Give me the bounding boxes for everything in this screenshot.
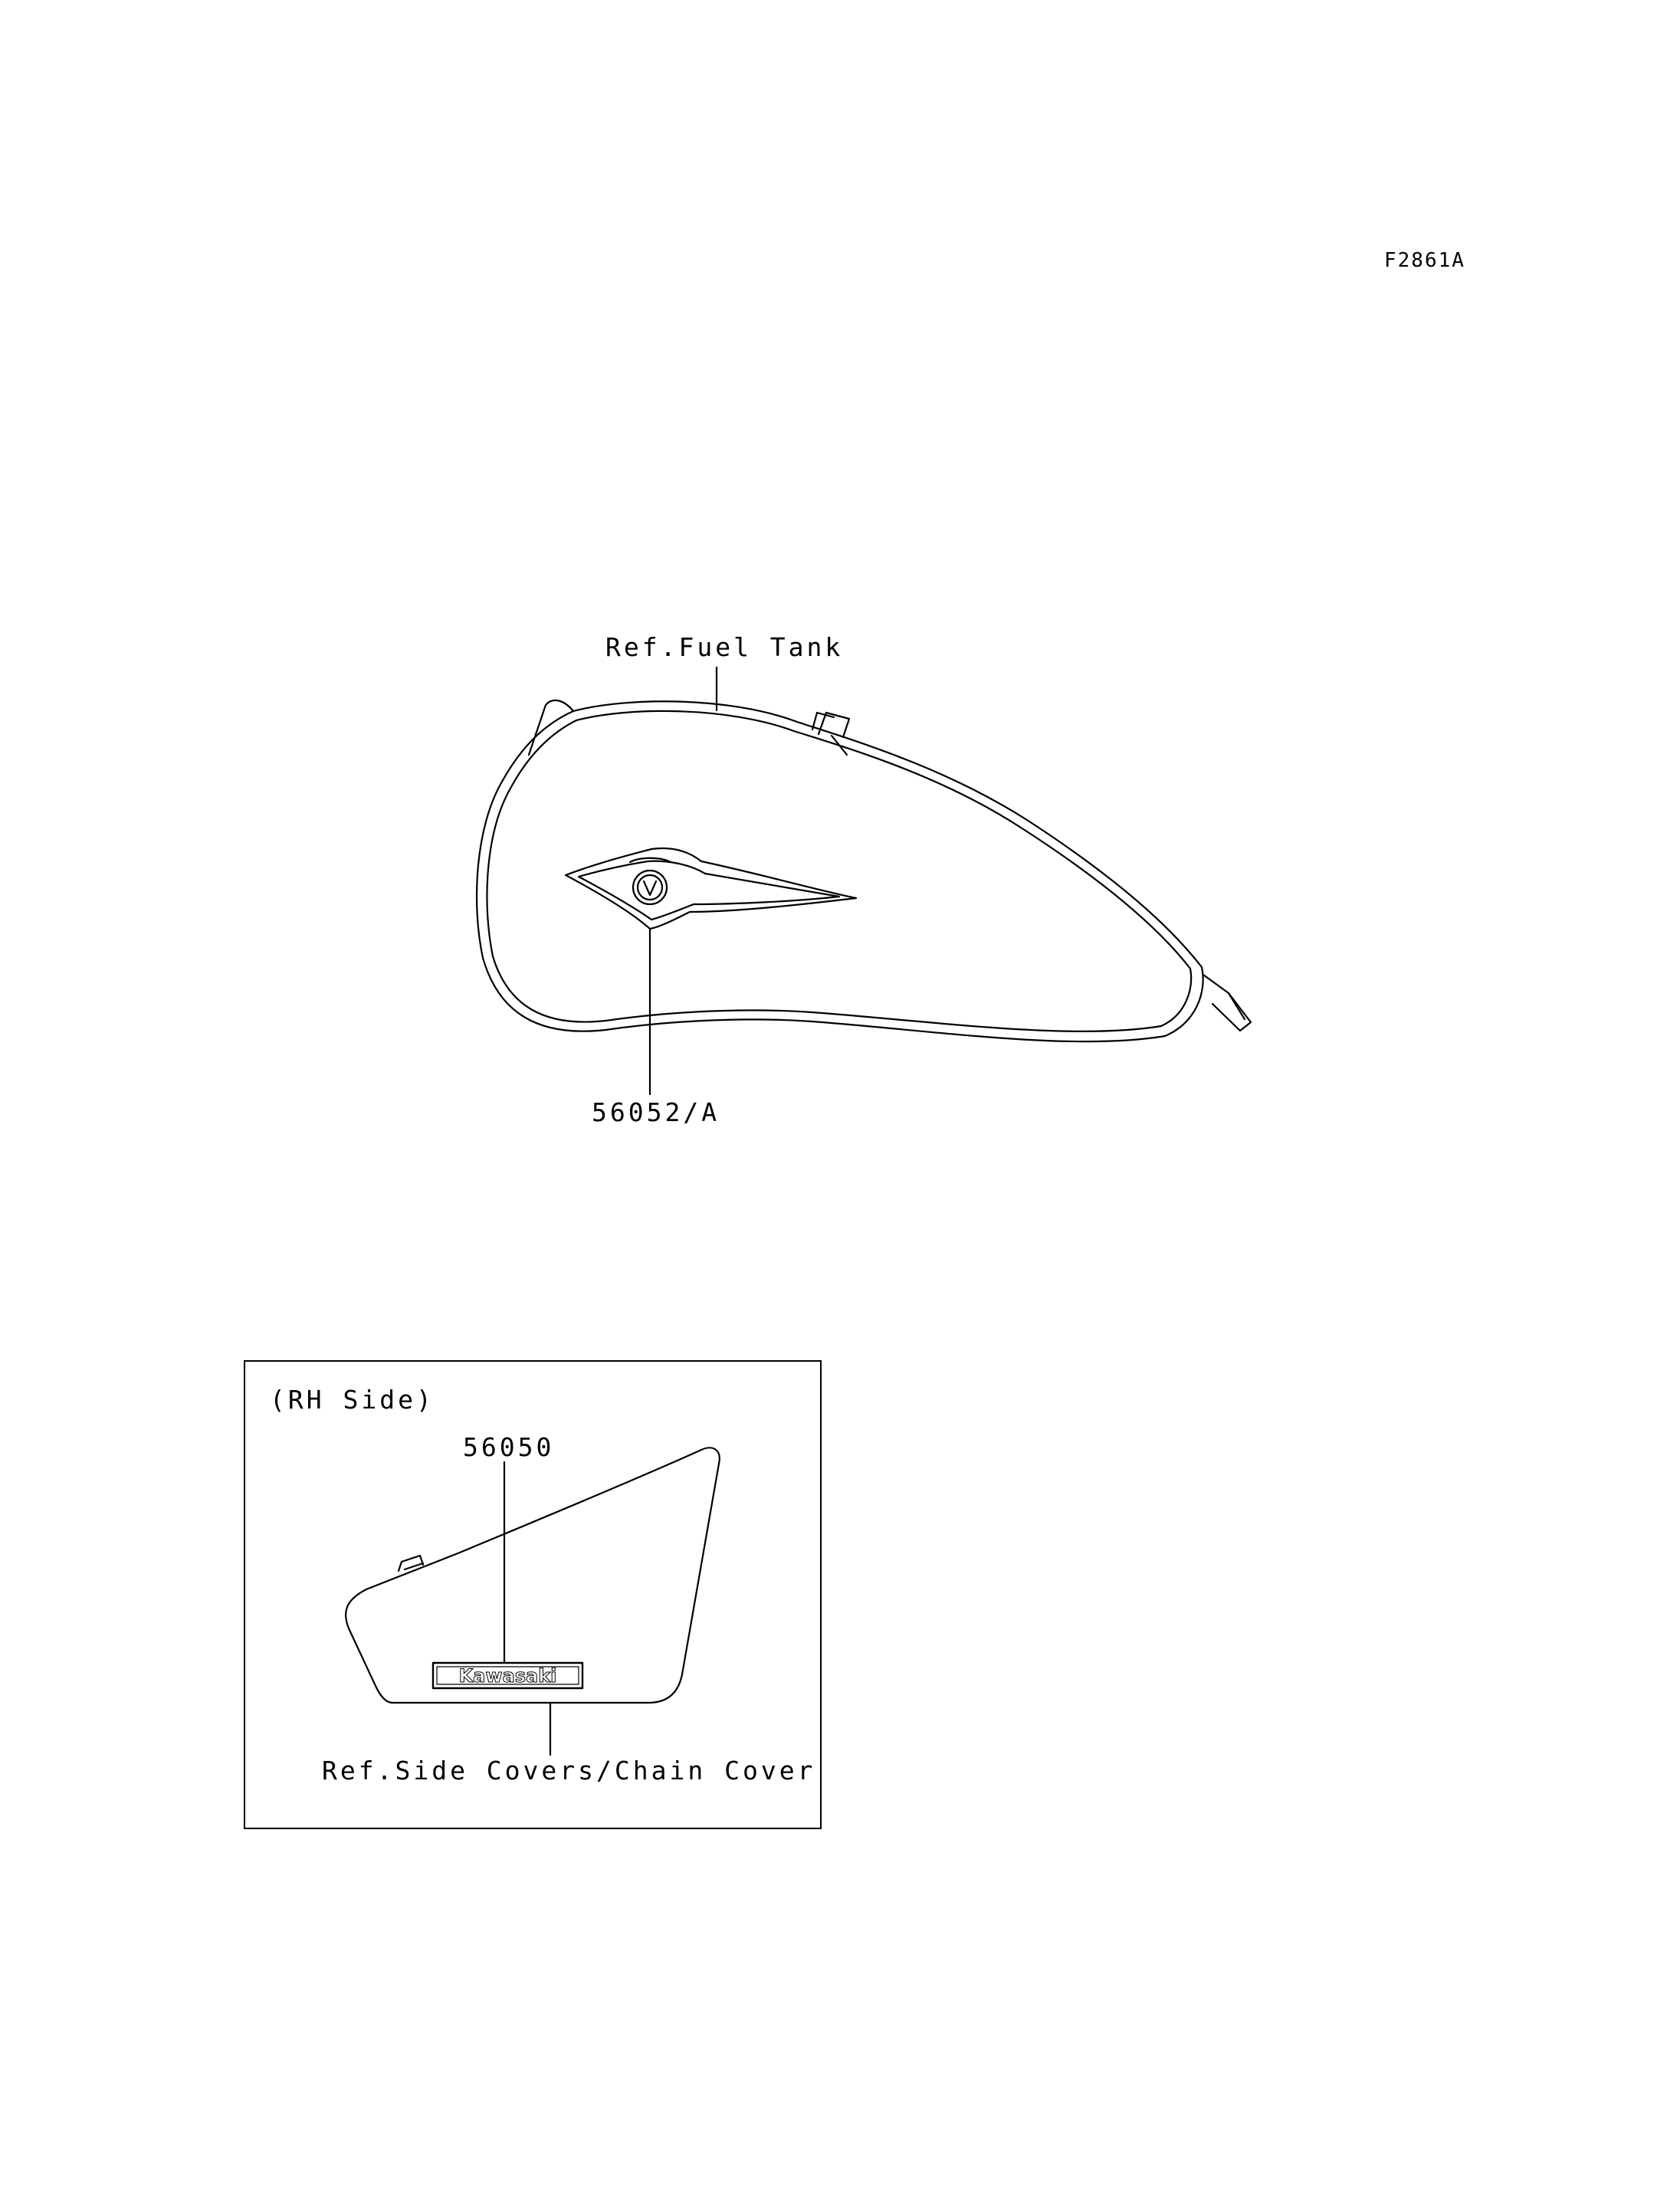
side-emblem-part-number: 56050 [463,1432,555,1462]
rh-side-label: (RH Side) [270,1385,435,1415]
kawasaki-emblem-text: Kawasaki [458,1665,557,1687]
tank-emblem-part-number: 56052/A [592,1097,720,1127]
diagram-code: F2861A [1384,249,1465,272]
fuel-tank-ref-label: Ref.Fuel Tank [605,632,844,662]
tank-emblem [566,848,856,929]
side-cover-ref-label: Ref.Side Covers/Chain Cover [322,1756,816,1785]
fuel-tank-outline [477,700,1251,1041]
